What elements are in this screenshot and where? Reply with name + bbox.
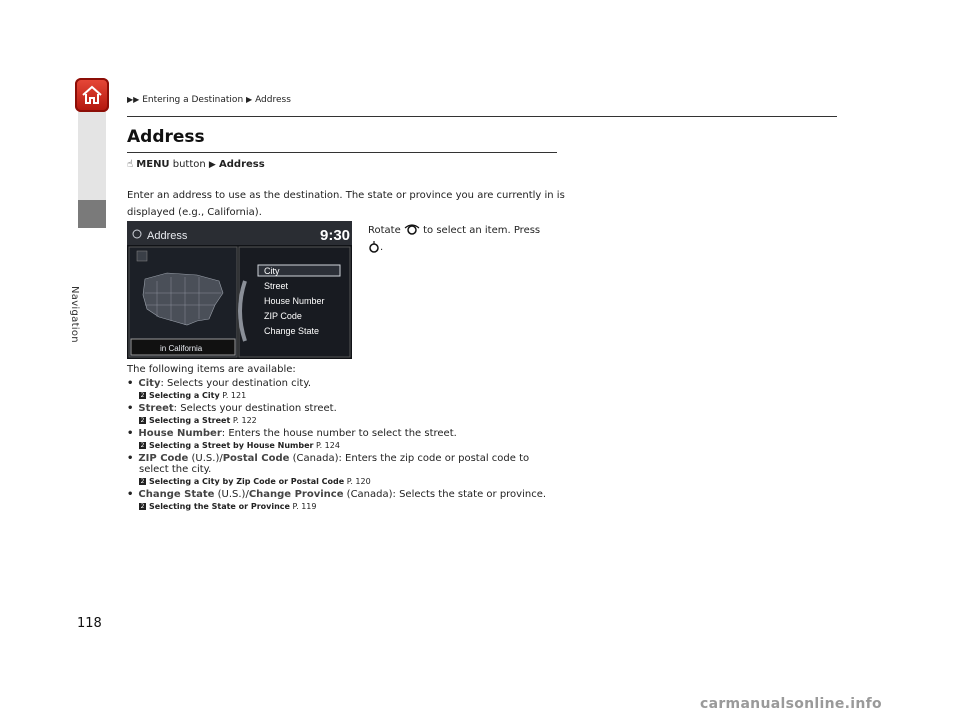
breadcrumb-part-2[interactable]: Address (255, 95, 291, 105)
breadcrumb (127, 95, 291, 105)
screen-menu-item: ZIP Code (264, 311, 302, 321)
ref-title[interactable]: Selecting a Street by House Number (149, 441, 314, 450)
ref-arrow-icon: 2 (140, 442, 145, 449)
item-text: : Selects your destination street. (173, 403, 337, 414)
ref-page[interactable]: P. 124 (316, 441, 340, 450)
screen-menu-item: House Number (264, 296, 325, 306)
button-label: button (172, 159, 206, 170)
ref-page[interactable]: P. 121 (222, 391, 247, 400)
cross-reference[interactable] (139, 441, 567, 450)
ref-arrow-icon: 2 (140, 417, 145, 424)
bullet-icon: • (127, 378, 134, 389)
rotate-middle: to select an item. Press (423, 225, 541, 236)
item-term: ZIP Code (138, 453, 189, 464)
item-text: (Canada): Enters the zip code or postal code to (289, 453, 530, 464)
bullet-icon: • (127, 489, 134, 500)
cross-reference[interactable] (139, 416, 567, 425)
item-text: (Canada): Selects the state or province. (343, 489, 547, 500)
items-section (127, 364, 567, 511)
top-divider (127, 116, 837, 117)
menu-label: MENU (136, 159, 170, 170)
navigation-tab[interactable] (78, 200, 106, 228)
screen-title: Address (147, 230, 188, 242)
ref-title[interactable]: Selecting the State or Province (149, 502, 290, 511)
item-mid: (U.S.)/ (214, 489, 249, 500)
item-term: Change State (138, 489, 215, 500)
ref-page[interactable]: P. 122 (232, 416, 257, 425)
item-term: Street (138, 403, 174, 414)
list-item (127, 378, 567, 400)
breadcrumb-part-1[interactable]: Entering a Destination (142, 95, 244, 105)
rotate-suffix: . (380, 242, 384, 253)
ref-arrow-icon: 2 (140, 478, 145, 485)
screen-menu-item: City (264, 266, 280, 276)
side-gray-strip (78, 112, 106, 200)
item-mid: (U.S.)/ (188, 453, 223, 464)
hand-icon: ☝ (127, 159, 134, 170)
intro-text: Enter an address to use as the destination. The state or province you are currently in is displayed (e.g., California). (127, 190, 565, 218)
screen-menu-item: Change State (264, 326, 320, 336)
cross-reference[interactable] (139, 502, 567, 511)
list-item (127, 428, 567, 450)
item-text: : Selects your destination city. (160, 378, 312, 389)
page-title: Address (127, 127, 205, 147)
item-text: : Enters the house number to select the street. (221, 428, 457, 439)
breadcrumb-arrow-icon: ▶ (246, 95, 253, 104)
ref-page[interactable]: P. 119 (292, 502, 317, 511)
bullet-icon: • (127, 453, 134, 464)
list-item (127, 453, 567, 486)
item-term-2: Change Province (248, 489, 344, 500)
item-text-cont: select the city. (139, 464, 212, 475)
watermark: carmanualsonline.info (700, 696, 882, 712)
cross-reference[interactable] (139, 391, 567, 400)
ref-page[interactable]: P. 120 (346, 477, 371, 486)
screen-clock: 9:30 (320, 227, 351, 244)
items-intro: The following items are available: (127, 364, 296, 375)
ref-title[interactable]: Selecting a City by Zip Code or Postal Code (149, 477, 345, 486)
rotate-prefix: Rotate (368, 225, 401, 236)
screen-location: in California (160, 344, 203, 353)
home-button[interactable] (75, 78, 109, 112)
list-item (127, 489, 567, 511)
address-label: Address (219, 159, 265, 170)
ref-title[interactable]: Selecting a City (149, 391, 220, 400)
item-term: City (138, 378, 161, 389)
path-arrow-icon: ▶ (208, 160, 216, 170)
cross-reference[interactable] (139, 477, 567, 486)
list-item (127, 403, 567, 425)
bullet-icon: • (127, 403, 134, 414)
ref-title[interactable]: Selecting a Street (149, 416, 231, 425)
press-knob-icon (368, 240, 380, 254)
ref-arrow-icon: 2 (140, 392, 145, 399)
home-icon (80, 83, 104, 107)
screen-menu-item: Street (264, 281, 289, 291)
page-number: 118 (77, 616, 102, 631)
breadcrumb-arrow-icon: ▶▶ (127, 95, 140, 104)
title-divider (127, 152, 557, 153)
side-label: Navigation (69, 286, 80, 343)
item-term: House Number (138, 428, 222, 439)
bullet-icon: • (127, 428, 134, 439)
nav-screen-graphic (127, 221, 352, 359)
rotate-knob-icon (404, 223, 420, 237)
rotate-instruction (368, 222, 558, 256)
nav-screen (127, 221, 352, 359)
item-term-2: Postal Code (222, 453, 290, 464)
ref-arrow-icon: 2 (140, 503, 145, 510)
menu-path (127, 159, 265, 170)
